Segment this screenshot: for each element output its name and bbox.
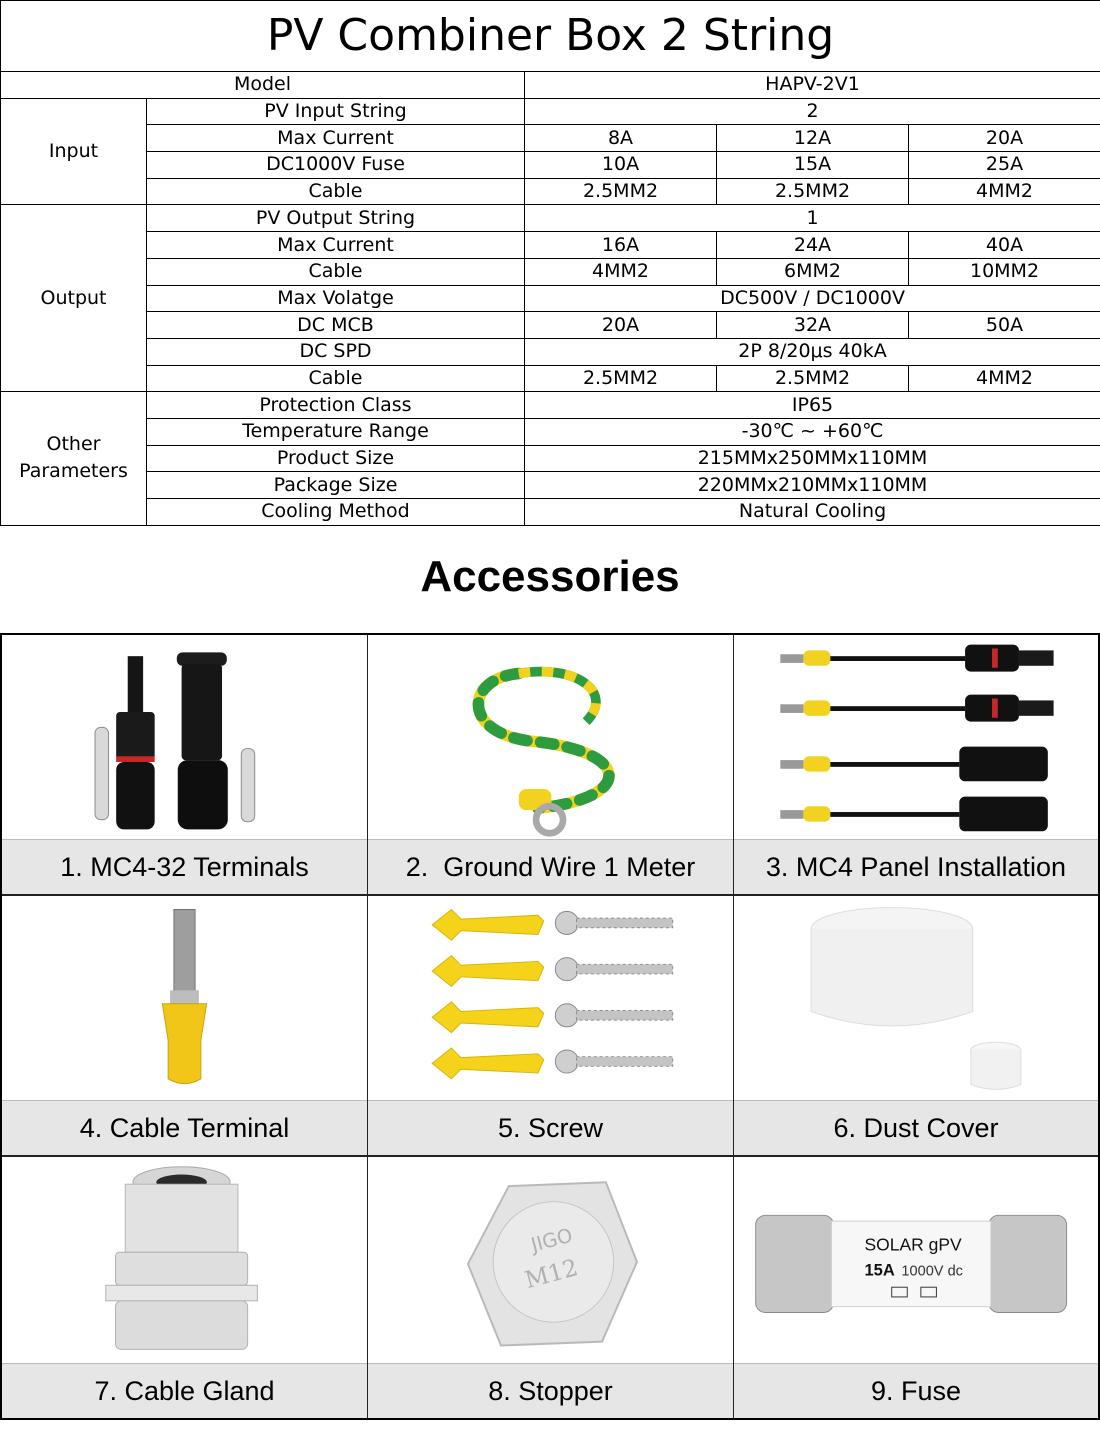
row-value: 20A (525, 312, 717, 339)
row-value: 2.5MM2 (717, 365, 909, 392)
row-value: 4MM2 (909, 365, 1100, 392)
row-value: 10MM2 (909, 258, 1100, 285)
stopper-icon (368, 1157, 733, 1363)
fuse-voltage-text: 1000V dc (901, 1263, 963, 1280)
accessory-cell (2, 896, 368, 1157)
accessory-caption: 8. Stopper (368, 1363, 733, 1418)
cable-terminal-icon (2, 896, 367, 1100)
fuse-icon (734, 1157, 1098, 1363)
row-value: 16A (525, 232, 717, 259)
dust-cover-icon (734, 896, 1098, 1100)
table-row (1, 205, 1100, 232)
row-label: Product Size (147, 445, 525, 472)
table-row (1, 285, 1100, 312)
table-title: PV Combiner Box 2 String (1, 1, 1100, 72)
accessory-caption: 5. Screw (368, 1100, 733, 1155)
screw-anchors-icon (368, 896, 733, 1100)
table-row (1, 232, 1100, 259)
row-value: Natural Cooling (525, 499, 1100, 526)
table-row (1, 418, 1100, 445)
accessory-cell (734, 635, 1098, 896)
stopper-size-text: M12 (522, 1254, 581, 1295)
row-label: Cable (147, 178, 525, 205)
accessory-caption: 9. Fuse (734, 1363, 1098, 1418)
row-value: 2.5MM2 (525, 365, 717, 392)
group-label: Input (1, 98, 147, 205)
row-label: Protection Class (147, 392, 525, 419)
row-value: 6MM2 (717, 258, 909, 285)
row-value: 25A (909, 152, 1100, 179)
table-row (1, 365, 1100, 392)
mc4-panel-connectors-icon (734, 635, 1098, 839)
row-value: 50A (909, 312, 1100, 339)
accessory-caption: 4. Cable Terminal (2, 1100, 367, 1155)
table-row (1, 338, 1100, 365)
table-row (1, 499, 1100, 526)
ground-wire-icon (368, 635, 733, 839)
spec-table-body (1, 1, 1100, 526)
row-value: 2 (525, 98, 1100, 125)
fuse-rating-text: 15A (864, 1261, 895, 1280)
row-value: 40A (909, 232, 1100, 259)
model-row (1, 72, 1100, 99)
table-title-row (1, 1, 1100, 72)
table-row (1, 258, 1100, 285)
row-label: Package Size (147, 472, 525, 499)
row-value: 220MMx210MMx110MM (525, 472, 1100, 499)
row-label: Max Current (147, 125, 525, 152)
fuse-label-text: SOLAR gPV (864, 1234, 962, 1255)
row-label: DC SPD (147, 338, 525, 365)
row-value: 4MM2 (909, 178, 1100, 205)
row-value: 8A (525, 125, 717, 152)
stopper-brand-text: JIGO (528, 1223, 575, 1257)
table-row (1, 392, 1100, 419)
table-row (1, 178, 1100, 205)
row-value: IP65 (525, 392, 1100, 419)
row-label: Temperature Range (147, 418, 525, 445)
accessories-grid (0, 633, 1100, 1420)
group-label: Other Parameters (1, 392, 147, 525)
row-label: DC MCB (147, 312, 525, 339)
accessory-caption: 7. Cable Gland (2, 1363, 367, 1418)
row-label: Cable (147, 365, 525, 392)
row-value: 4MM2 (525, 258, 717, 285)
table-row (1, 472, 1100, 499)
accessory-cell (368, 896, 734, 1157)
row-value: 15A (717, 152, 909, 179)
row-value: 2P 8/20μs 40kA (525, 338, 1100, 365)
table-row (1, 98, 1100, 125)
row-value: 2.5MM2 (717, 178, 909, 205)
row-value: DC500V / DC1000V (525, 285, 1100, 312)
row-value: 20A (909, 125, 1100, 152)
cable-gland-icon (2, 1157, 367, 1363)
accessory-caption: 3. MC4 Panel Installation (734, 839, 1098, 894)
row-label: Max Volatge (147, 285, 525, 312)
row-value: 10A (525, 152, 717, 179)
accessory-cell (734, 1157, 1098, 1418)
row-value: 12A (717, 125, 909, 152)
row-value: 2.5MM2 (525, 178, 717, 205)
table-row (1, 152, 1100, 179)
mc4-terminals-icon (2, 635, 367, 839)
row-label: PV Output String (147, 205, 525, 232)
accessory-cell (368, 635, 734, 896)
row-value: 1 (525, 205, 1100, 232)
accessory-cell (2, 1157, 368, 1418)
accessory-cell (368, 1157, 734, 1418)
table-row (1, 312, 1100, 339)
row-value: 24A (717, 232, 909, 259)
row-label: DC1000V Fuse (147, 152, 525, 179)
model-label: Model (1, 72, 525, 99)
row-value: 32A (717, 312, 909, 339)
row-label: Max Current (147, 232, 525, 259)
row-label: PV Input String (147, 98, 525, 125)
row-value: -30℃ ~ +60℃ (525, 418, 1100, 445)
accessory-caption: 2. Ground Wire 1 Meter (368, 839, 733, 894)
table-row (1, 445, 1100, 472)
accessory-cell (2, 635, 368, 896)
row-value: 215MMx250MMx110MM (525, 445, 1100, 472)
accessory-cell (734, 896, 1098, 1157)
model-value: HAPV-2V1 (525, 72, 1100, 99)
row-label: Cable (147, 258, 525, 285)
accessory-caption: 6. Dust Cover (734, 1100, 1098, 1155)
group-label: Output (1, 205, 147, 392)
accessories-title: Accessories (420, 552, 680, 601)
table-row (1, 125, 1100, 152)
accessory-caption: 1. MC4-32 Terminals (2, 839, 367, 894)
row-label: Cooling Method (147, 499, 525, 526)
spec-table (0, 0, 1100, 526)
